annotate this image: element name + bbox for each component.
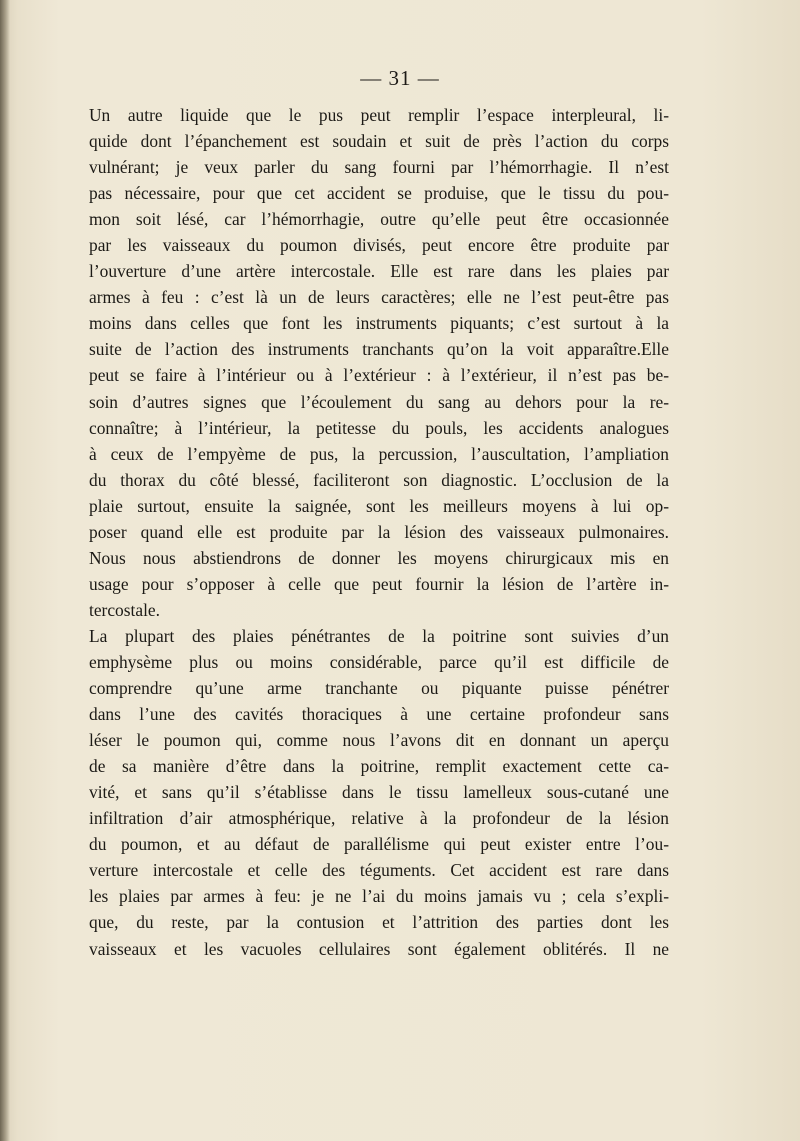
text-line: du thorax du côté blessé, faciliteront son diagnostic. L’occlusion de la: [89, 469, 669, 490]
text-line: du poumon, et au défaut de parallélisme qui peut exister entre l’ou-: [89, 834, 669, 855]
text-line: que, du reste, par la contusion et l’attrition des parties dont les: [89, 912, 669, 933]
text-line: La plupart des plaies pénétrantes de la poitrine sont suivies d’un: [89, 625, 669, 646]
text-line: Nous nous abstiendrons de donner les moyens chirurgicaux mis en: [89, 547, 669, 568]
text-line: à ceux de l’empyème de pus, la percussion, l’auscultation, l’ampliation: [89, 443, 669, 464]
text-line: verture intercostale et celle des téguments. Cet accident est rare dans: [89, 860, 669, 881]
text-line: Un autre liquide que le pus peut remplir l’espace interpleural, li-: [89, 105, 669, 125]
page-number: — 31 —: [360, 66, 440, 90]
text-line: de sa manière d’être dans la poitrine, remplit exactement cette ca-: [89, 756, 669, 777]
text-line: comprendre qu’une arme tranchante ou piquante puisse pénétrer: [89, 678, 669, 699]
text-line: vité, et sans qu’il s’établisse dans le tissu lamelleux sous-cutané une: [89, 782, 669, 803]
text-line: suite de l’action des instruments tranchants qu’on la voit apparaître.Elle: [89, 339, 669, 360]
text-line: léser le poumon qui, comme nous l’avons dit en donnant un aperçu: [89, 730, 669, 751]
text-line: vulnérant; je veux parler du sang fourni par l’hémorrhagie. Il n’est: [89, 157, 669, 178]
text-line: vaisseaux et les vacuoles cellulaires sont également oblitérés. Il ne: [89, 938, 669, 959]
text-line: les plaies par armes à feu: je ne l’ai du moins jamais vu ; cela s’expli-: [89, 886, 669, 907]
text-line: moins dans celles que font les instruments piquants; c’est surtout à la: [89, 313, 669, 334]
text-line: usage pour s’opposer à celle que peut fournir la lésion de l’artère in-: [89, 573, 669, 594]
text-line: par les vaisseaux du poumon divisés, peut encore être produite par: [89, 235, 669, 256]
text-line: pas nécessaire, pour que cet accident se produise, que le tissu du pou-: [89, 183, 669, 204]
text-line: infiltration d’air atmosphérique, relative à la profondeur de la lésion: [89, 808, 669, 829]
text-line: l’ouverture d’une artère intercostale. Elle est rare dans les plaies par: [89, 261, 669, 282]
text-line: soin d’autres signes que l’écoulement du sang au dehors pour la re-: [89, 391, 669, 412]
text-line: plaie surtout, ensuite la saignée, sont les meilleurs moyens à lui op-: [89, 495, 669, 516]
text-line: peut se faire à l’intérieur ou à l’extérieur : à l’extérieur, il n’est pas be-: [89, 365, 669, 386]
binding-edge: [0, 0, 10, 1141]
text-line: mon soit lésé, car l’hémorrhagie, outre qu’elle peut être occasionnée: [89, 209, 669, 230]
text-line: armes à feu : c’est là un de leurs caractères; elle ne l’est peut-être pas: [89, 287, 669, 308]
body-text: [89, 102, 669, 962]
text-line: emphysème plus ou moins considérable, parce qu’il est difficile de: [89, 651, 669, 672]
text-line: dans l’une des cavités thoraciques à une certaine profondeur sans: [89, 704, 669, 725]
text-line: poser quand elle est produite par la lésion des vaisseaux pulmonaires.: [89, 521, 669, 542]
text-line: connaître; à l’intérieur, la petitesse du pouls, les accidents analogues: [89, 417, 669, 438]
text-line: tercostale.: [89, 599, 160, 620]
text-line: quide dont l’épanchement est soudain et suit de près l’action du corps: [89, 131, 669, 152]
